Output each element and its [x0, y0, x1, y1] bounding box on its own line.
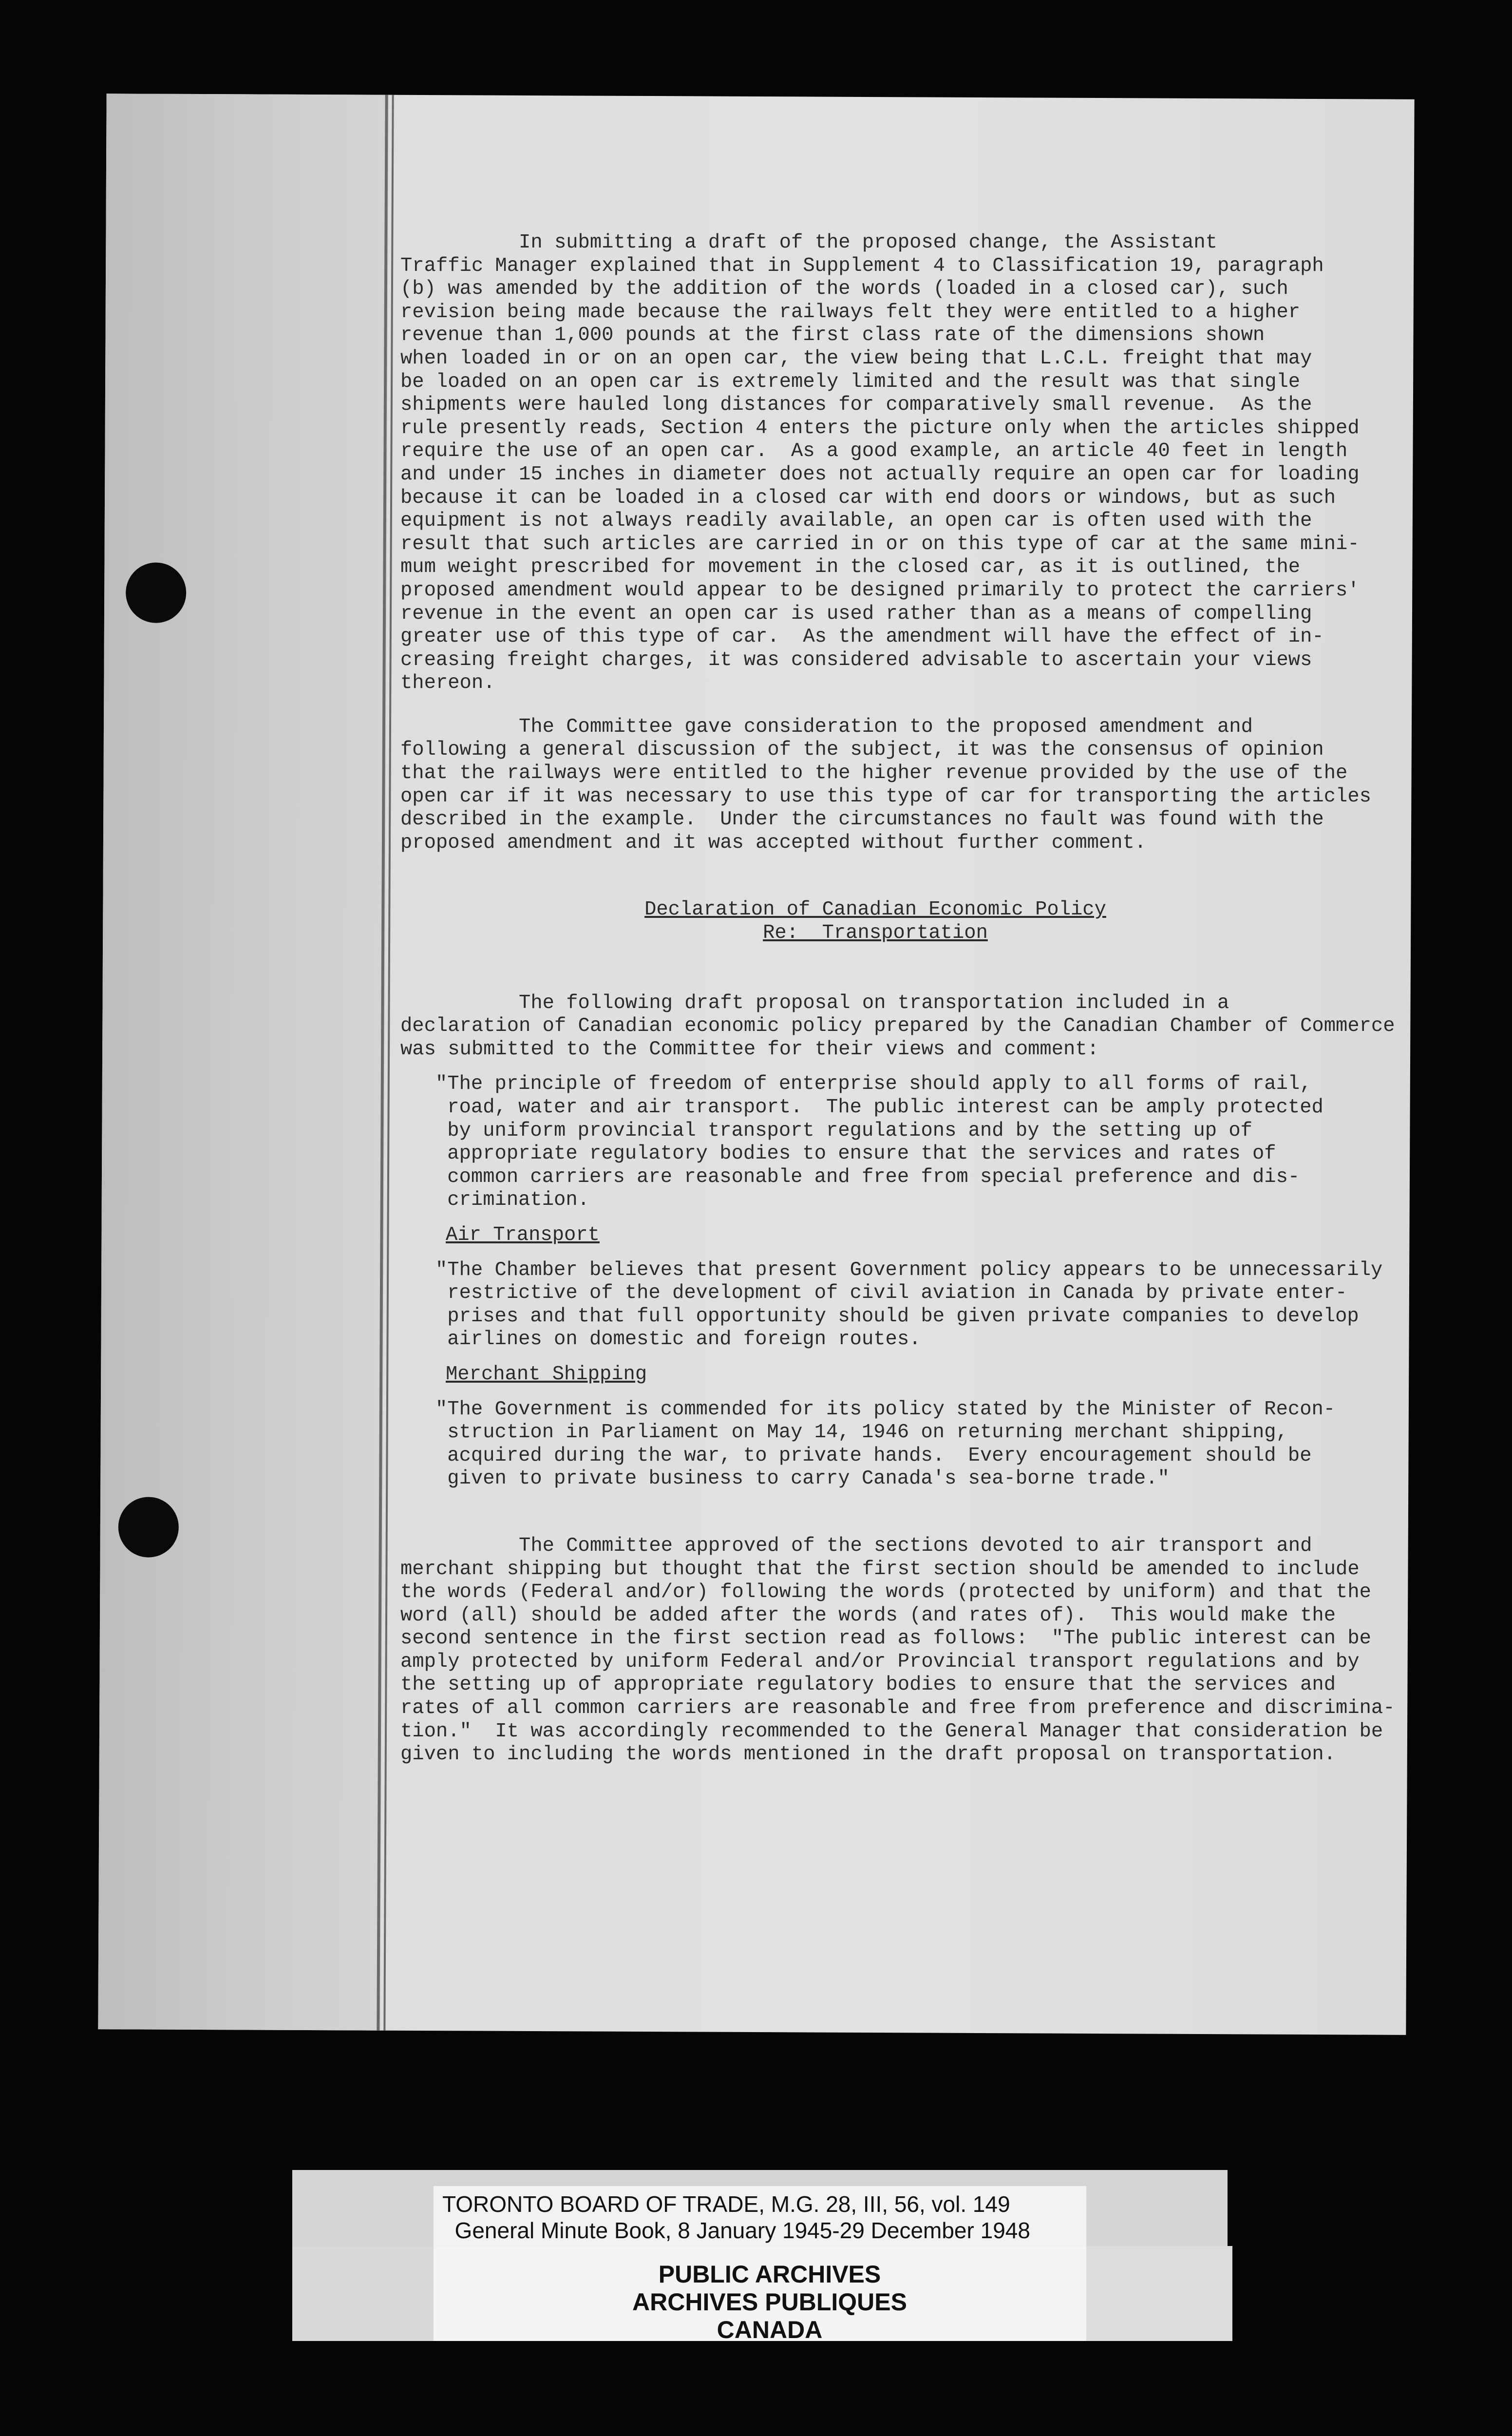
quote-freedom-of-enterprise [435, 1073, 1384, 1212]
quote-air-transport [435, 1259, 1384, 1351]
text-line: restrictive of the development of civil aviation in Canada by private enter- [435, 1282, 1347, 1305]
archives-stamp-line-2: ARCHIVES PUBLIQUES [632, 2288, 907, 2316]
text-line: revenue in the event an open car is used rather than as a means of compelling [400, 602, 1312, 625]
text-line: proposed amendment and it was accepted without further comment. [400, 831, 1147, 854]
text-line: The Committee approved of the sections devoted to air transport and [400, 1534, 1312, 1557]
text-line: result that such articles are carried in or on this type of car at the same mini- [400, 533, 1360, 555]
text-line: crimination. [435, 1189, 589, 1212]
text-line: revenue than 1,000 pounds at the first class rate of the dimensions shown [400, 324, 1265, 347]
text-line: open car if it was necessary to use this type of car for transporting the articles [400, 785, 1371, 808]
text-line: proposed amendment would appear to be designed primarily to protect the carriers' [400, 579, 1360, 602]
text-line: second sentence in the first section read as follows: "The public interest can be [400, 1627, 1371, 1650]
text-line: thereon. [400, 672, 495, 695]
document-body [400, 231, 1395, 1767]
text-line: airlines on domestic and foreign routes. [435, 1328, 921, 1351]
text-line: appropriate regulatory bodies to ensure that the services and rates of [435, 1142, 1276, 1165]
archive-stamp-shade-left [292, 2246, 434, 2341]
text-line: The following draft proposal on transportation included in a [400, 991, 1229, 1014]
text-line: when loaded in or on an open car, the view being that L.C.L. freight that may [400, 347, 1312, 370]
text-line: was submitted to the Committee for their views and comment: [400, 1038, 1099, 1061]
text-line: rule presently reads, Section 4 enters the picture only when the articles shipped [400, 417, 1360, 439]
text-line: In submitting a draft of the proposed change, the Assistant [400, 231, 1217, 254]
text-line: common carriers are reasonable and free from special preference and dis- [435, 1165, 1300, 1188]
heading-re-transportation: Re: Transportation [763, 922, 988, 945]
subheading-air-transport: Air Transport [446, 1223, 600, 1246]
text-line: amply protected by uniform Federal and/or Provincial transport regulations and by [400, 1650, 1360, 1673]
binder-hole-bottom [118, 1497, 179, 1558]
text-line: the setting up of appropriate regulatory bodies to ensure that the services and [400, 1674, 1336, 1696]
paragraph-draft-proposal [400, 991, 1395, 1062]
text-line: require the use of an open car. As a good example, an article 40 feet in length [400, 440, 1348, 463]
text-line: struction in Parliament on May 14, 1946 on returning merchant shipping, [435, 1421, 1288, 1444]
text-line: declaration of Canadian economic policy prepared by the Canadian Chamber of Commerce [400, 1015, 1395, 1038]
text-line: given to including the words mentioned in the draft proposal on transportation. [400, 1743, 1336, 1766]
text-line: "The Government is commended for its policy stated by the Minister of Recon- [435, 1398, 1336, 1421]
archive-reference-line-2: General Minute Book, 8 January 1945-29 December 1948 [442, 2218, 1030, 2243]
text-line: described in the example. Under the circumstances no fault was found with the [400, 808, 1324, 831]
binder-hole-top [126, 562, 187, 623]
text-line: (b) was amended by the addition of the words (loaded in a closed car), such [400, 278, 1288, 301]
archive-stamp-shade-right [1086, 2246, 1232, 2341]
text-line: word (all) should be added after the words (and rates of). This would make the [400, 1604, 1336, 1627]
archive-reference-label [434, 2186, 1086, 2249]
paragraph-committee-consideration [400, 716, 1384, 855]
text-line: The Committee gave consideration to the proposed amendment and [400, 715, 1253, 738]
text-line: the words (Federal and/or) following the words (protected by uniform) and that the [400, 1581, 1371, 1604]
paragraph-submitting-draft [400, 231, 1384, 695]
heading-declaration: Declaration of Canadian Economic Policy [644, 898, 1106, 921]
text-line: because it can be loaded in a closed car with end doors or windows, but as such [400, 486, 1336, 509]
text-line: prises and that full opportunity should be given private companies to develop [435, 1305, 1359, 1328]
text-line: that the railways were entitled to the higher revenue provided by the use of the [400, 762, 1348, 785]
archives-stamp-line-3: CANADA [717, 2316, 823, 2343]
text-line: acquired during the war, to private hands. Every encouragement should be [435, 1444, 1312, 1467]
text-line: greater use of this type of car. As the amendment will have the effect of in- [400, 626, 1324, 648]
text-line: by uniform provincial transport regulations and by the setting up of [435, 1119, 1252, 1142]
text-line: shipments were hauled long distances for comparatively small revenue. As the [400, 394, 1312, 417]
text-line: "The principle of freedom of enterprise should apply to all forms of rail, [435, 1073, 1312, 1096]
text-line: road, water and air transport. The public interest can be amply protected [435, 1096, 1323, 1119]
text-line: revision being made because the railways felt they were entitled to a higher [400, 301, 1301, 324]
text-line: rates of all common carriers are reasonable and free from preference and discrimina- [400, 1697, 1395, 1720]
paragraph-committee-approved [400, 1534, 1395, 1767]
text-line: following a general discussion of the subject, it was the consensus of opinion [400, 739, 1324, 761]
subheading-merchant-shipping: Merchant Shipping [446, 1363, 647, 1386]
archives-stamp-line-1: PUBLIC ARCHIVES [658, 2261, 881, 2288]
text-line: equipment is not always readily available, an open car is often used with the [400, 510, 1312, 533]
text-line: merchant shipping but thought that the first section should be amended to include [400, 1558, 1360, 1580]
text-line: Traffic Manager explained that in Supplement 4 to Classification 19, paragraph [400, 254, 1324, 277]
archive-reference-line-1: TORONTO BOARD OF TRADE, M.G. 28, III, 56, vol. 149 [442, 2191, 1010, 2217]
text-line: creasing freight charges, it was considered advisable to ascertain your views [400, 648, 1312, 671]
text-line: given to private business to carry Canada's sea-borne trade." [435, 1467, 1170, 1490]
archives-stamp [526, 2261, 1013, 2344]
quote-merchant-shipping [435, 1398, 1384, 1491]
section-heading [400, 898, 1350, 945]
page-margin-shade [98, 94, 389, 2030]
text-line: and under 15 inches in diameter does not actually require an open car for loading [400, 463, 1360, 486]
text-line: "The Chamber believes that present Government policy appears to be unnecessarily [435, 1258, 1383, 1281]
text-line: be loaded on an open car is extremely limited and the result was that single [400, 370, 1301, 393]
text-line: mum weight prescribed for movement in the closed car, as it is outlined, the [400, 556, 1301, 579]
text-line: tion." It was accordingly recommended to the General Manager that consideration be [400, 1720, 1383, 1743]
